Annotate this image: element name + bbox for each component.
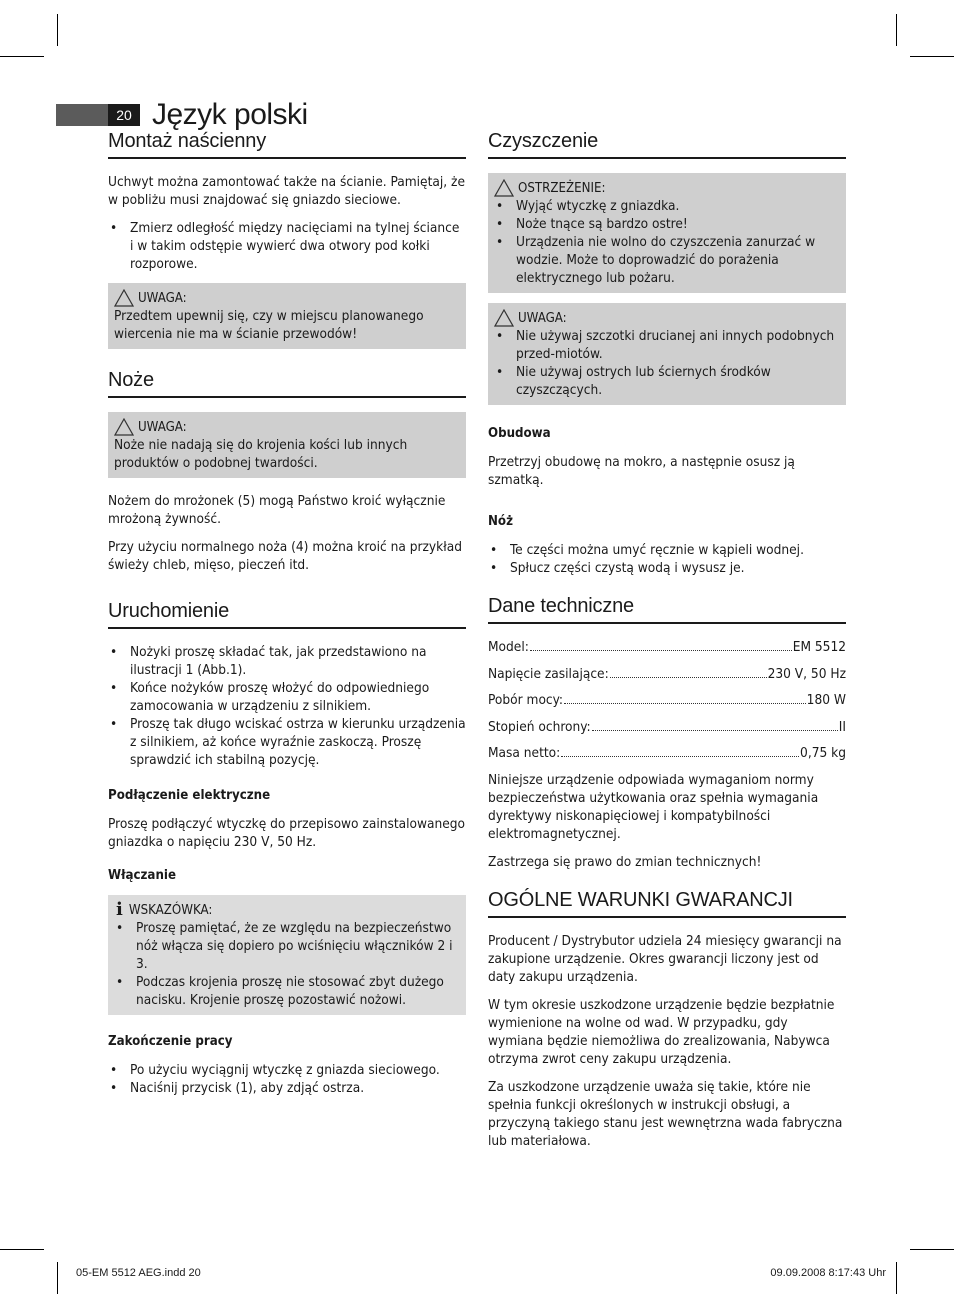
list-item: • Nie używaj szczotki drucianej ani innych podobnych przed-miotów.: [494, 327, 840, 363]
spec-key: Masa netto:: [488, 745, 561, 761]
paragraph: Proszę podłączyć wtyczkę do przepisowo zainstalowanego gniazdka o napięciu 230 V, 50 Hz.: [108, 816, 466, 850]
warning-box-title: [494, 179, 840, 197]
section-heading-montaz: Montaż naścienny: [108, 130, 466, 159]
footer-timestamp: 09.09.2008 8:17:43 Uhr: [770, 1267, 886, 1279]
spec-key: Napięcie zasilające:: [488, 665, 609, 682]
warning-box: [488, 303, 846, 405]
list-item: • Noże tnące są bardzo ostre!: [494, 215, 840, 233]
warning-label: UWAGA:: [518, 310, 567, 326]
spec-value: II: [838, 718, 846, 735]
list-item: • Nożyki proszę składać tak, jak przedstawiono na ilustracji 1 (Abb.1).: [108, 643, 466, 679]
list-item: • Proszę tak długo wciskać ostrza w kierunku urządzenia z silnikiem, aż końce wyraźnie zaskoczą. Proszę sprawdzić ich stabilną pozycję.: [108, 715, 466, 769]
spec-leader: [564, 691, 806, 704]
warning-box-title: [114, 289, 460, 307]
warning-box: [108, 283, 466, 349]
list-item: • Te części można umyć ręcznie w kąpieli wodnej.: [488, 541, 846, 559]
warning-box-title: [114, 418, 460, 436]
bullet-list: [488, 541, 846, 577]
paragraph: Za uszkodzone urządzenie uważa się takie, które nie spełnia funkcji określonych w instrukcji obsługi, a przyczyną takiego stanu jest wewnętrzna wada fabryczna lub materiałowa.: [488, 1078, 843, 1149]
paragraph: W tym okresie uszkodzone urządzenie będzie bezpłatnie wymienione na wolne od wad. W przypadku, gdy wymiana będzie niemożliwa do zrealizowania, Nabywca otrzyma zwrot ceny zakupu urządzenia.: [488, 996, 835, 1067]
list-item: • Po użyciu wyciągnij wtyczkę z gniazda sieciowego.: [108, 1061, 466, 1079]
list-item: • Zmierz odległość między nacięciami na tylnej ściance i w takim odstępie wywierć dwa otwory pod kołki rozporowe.: [108, 219, 466, 273]
spec-leader: [592, 718, 838, 731]
info-box: [108, 895, 466, 1015]
info-label: WSKAZÓWKA:: [128, 902, 213, 918]
subheading: Włączanie: [108, 868, 176, 883]
spec-leader: [530, 638, 792, 651]
list-item: • Końce nożyków proszę włożyć do odpowiedniego zamocowania w urządzeniu z silnikiem.: [108, 679, 466, 715]
warning-text: Przedtem upewnij się, czy w miejscu planowanego wiercenia nie ma w ścianie przewodów!: [114, 308, 424, 342]
spec-row: [488, 718, 846, 736]
spec-row: [488, 638, 846, 656]
warning-label: OSTRZEŻENIE:: [518, 180, 606, 196]
subheading: Nóż: [488, 514, 513, 529]
paragraph: Niniejsze urządzenie odpowiada wymaganiom normy bezpieczeństwa użytkowania oraz spełnia wymagania dyrektywy niskonapięciowej i kompatybilności elektromagnetycznej.: [488, 771, 819, 842]
subheading: Zakończenie pracy: [108, 1034, 233, 1049]
list-item: • Proszę pamiętać, że ze względu na bezpieczeństwo nóż włącza się dopiero po wciśnięciu włączników 2 i 3.: [114, 919, 460, 973]
crop-mark: [910, 1249, 954, 1250]
crop-mark: [896, 1262, 897, 1294]
right-column: [488, 130, 846, 1160]
crop-mark: [896, 14, 897, 46]
warning-box: [488, 173, 846, 293]
spec-value: 0,75 kg: [800, 745, 846, 761]
paragraph: Zastrzega się prawo do zmian technicznych!: [488, 853, 762, 870]
spec-key: Stopień ochrony:: [488, 718, 591, 735]
paragraph: Przetrzyj obudowę na mokro, a następnie osusz ją szmatką.: [488, 454, 795, 488]
spec-value: 180 W: [806, 692, 846, 708]
section-heading-noze: Noże: [108, 369, 466, 398]
crop-mark: [910, 56, 954, 57]
bullet-list: [494, 197, 840, 287]
spec-key: Pobór mocy:: [488, 692, 564, 708]
crop-mark: [0, 1249, 44, 1250]
list-item: • Spłucz części czystą wodą i wysusz je.: [488, 559, 846, 577]
spec-row: [488, 691, 846, 709]
warning-icon: [114, 418, 134, 436]
crop-mark: [0, 56, 44, 57]
paragraph: Przy użyciu normalnego noża (4) można kroić na przykład świeży chleb, mięso, pieczeń itd.: [108, 539, 462, 573]
section-heading-dane: Dane techniczne: [488, 595, 846, 624]
warning-icon: [114, 289, 134, 307]
spec-row: [488, 744, 846, 762]
crop-mark: [57, 14, 58, 46]
bullet-list: [108, 643, 466, 769]
warning-label: UWAGA:: [138, 419, 187, 435]
footer-file: 05-EM 5512 AEG.indd 20: [76, 1267, 201, 1279]
bullet-list: [114, 919, 460, 1009]
spec-leader: [610, 665, 767, 678]
warning-box: [108, 412, 466, 478]
subheading: Obudowa: [488, 426, 551, 441]
page-number: 20: [108, 104, 140, 126]
warning-text: Noże nie nadają się do krojenia kości lub innych produktów o podobnej twardości.: [114, 437, 408, 471]
info-box-title: [114, 901, 460, 919]
crop-mark: [57, 1262, 58, 1294]
warning-icon: [494, 309, 514, 327]
bullet-list: [494, 327, 840, 399]
list-item: • Wyjąć wtyczkę z gniazdka.: [494, 197, 840, 215]
list-item: • Urządzenia nie wolno do czyszczenia zanurzać w wodzie. Może to doprowadzić do porażenia elektrycznego lub pożaru.: [494, 233, 840, 287]
info-icon: i: [116, 899, 123, 920]
bullet-list: [108, 1061, 466, 1097]
paragraph: Nożem do mrożonek (5) mogą Państwo kroić wyłącznie mrożoną żywność.: [108, 493, 446, 527]
spec-row: [488, 665, 846, 683]
page-title: Język polski: [152, 98, 308, 131]
spec-key: Model:: [488, 639, 529, 655]
section-heading-uruchomienie: Uruchomienie: [108, 600, 466, 629]
bullet-list: [108, 219, 466, 273]
page-header: [56, 98, 308, 131]
list-item: • Naciśnij przycisk (1), aby zdjąć ostrza.: [108, 1079, 466, 1097]
section-heading-gwarancja: OGÓLNE WARUNKI GWARANCJI: [488, 889, 846, 918]
section-heading-czyszczenie: Czyszczenie: [488, 130, 846, 159]
warning-icon: [494, 179, 514, 197]
spec-value: EM 5512: [792, 639, 846, 655]
spec-value: 230 V, 50 Hz: [767, 665, 846, 682]
warning-box-title: [494, 309, 840, 327]
warning-label: UWAGA:: [138, 290, 187, 306]
left-column: [108, 130, 466, 1107]
list-item: • Podczas krojenia proszę nie stosować zbyt dużego nacisku. Krojenie proszę pozostawić nożowi.: [114, 973, 460, 1009]
paragraph: Producent / Dystrybutor udziela 24 miesięcy gwarancji na zakupione urządzenie. Okres gwarancji liczony jest od daty zakupu urządzenia.: [488, 932, 842, 985]
subheading: Podłączenie elektryczne: [108, 788, 271, 803]
spec-leader: [561, 744, 799, 757]
paragraph: Uchwyt można zamontować także na ścianie. Pamiętaj, że w pobliżu musi znajdować się gniazdo sieciowe.: [108, 174, 465, 208]
header-bar: [56, 104, 108, 126]
list-item: • Nie używaj ostrych lub ściernych środków czyszczących.: [494, 363, 840, 399]
